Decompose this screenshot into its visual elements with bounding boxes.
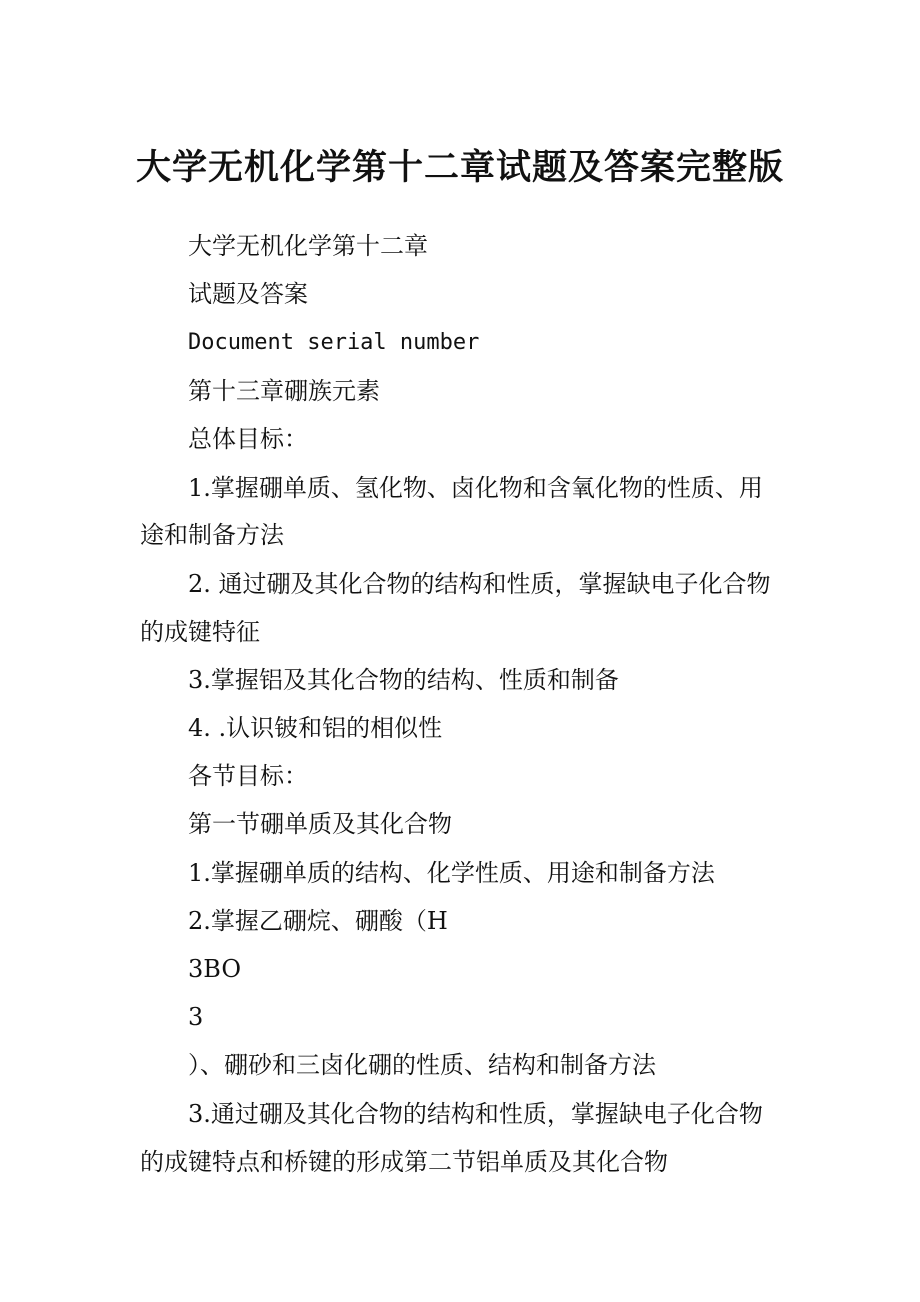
paragraph-line: 途和制备方法: [140, 521, 284, 549]
document-title: 大学无机化学第十二章试题及答案完整版: [135, 147, 784, 188]
paragraph-line: 3.掌握铝及其化合物的结构、性质和制备: [188, 666, 619, 694]
paragraph-line: ）、硼砂和三卤化硼的性质、结构和制备方法: [188, 1051, 656, 1079]
subtitle-line-2: 试题及答案: [188, 280, 308, 308]
paragraph-line: 3BO: [188, 955, 242, 983]
paragraph-line: 2.掌握乙硼烷、硼酸（H: [188, 907, 448, 935]
chapter-heading: 第十三章硼族元素: [188, 377, 380, 405]
section-heading-section-goals: 各节目标：: [188, 762, 308, 790]
section-heading-overall-goals: 总体目标：: [188, 425, 308, 453]
paragraph-line: 3.通过硼及其化合物的结构和性质，掌握缺电子化合物: [188, 1100, 763, 1128]
subtitle-line-1: 大学无机化学第十二章: [188, 232, 428, 260]
paragraph-line: 的成键特征: [140, 618, 260, 646]
paragraph-line: 2. 通过硼及其化合物的结构和性质，掌握缺电子化合物: [188, 570, 771, 598]
document-serial-number: Document serial number: [188, 330, 480, 355]
paragraph-line: 的成键特点和桥键的形成第二节铝单质及其化合物: [140, 1148, 668, 1176]
paragraph-line: 1.掌握硼单质的结构、化学性质、用途和制备方法: [188, 859, 715, 887]
paragraph-line: 4. .认识铍和铝的相似性: [188, 714, 443, 742]
section-heading: 第一节硼单质及其化合物: [188, 810, 452, 838]
paragraph-line: 3: [188, 1003, 204, 1031]
paragraph-line: 1.掌握硼单质、氢化物、卤化物和含氧化物的性质、用: [188, 474, 763, 502]
